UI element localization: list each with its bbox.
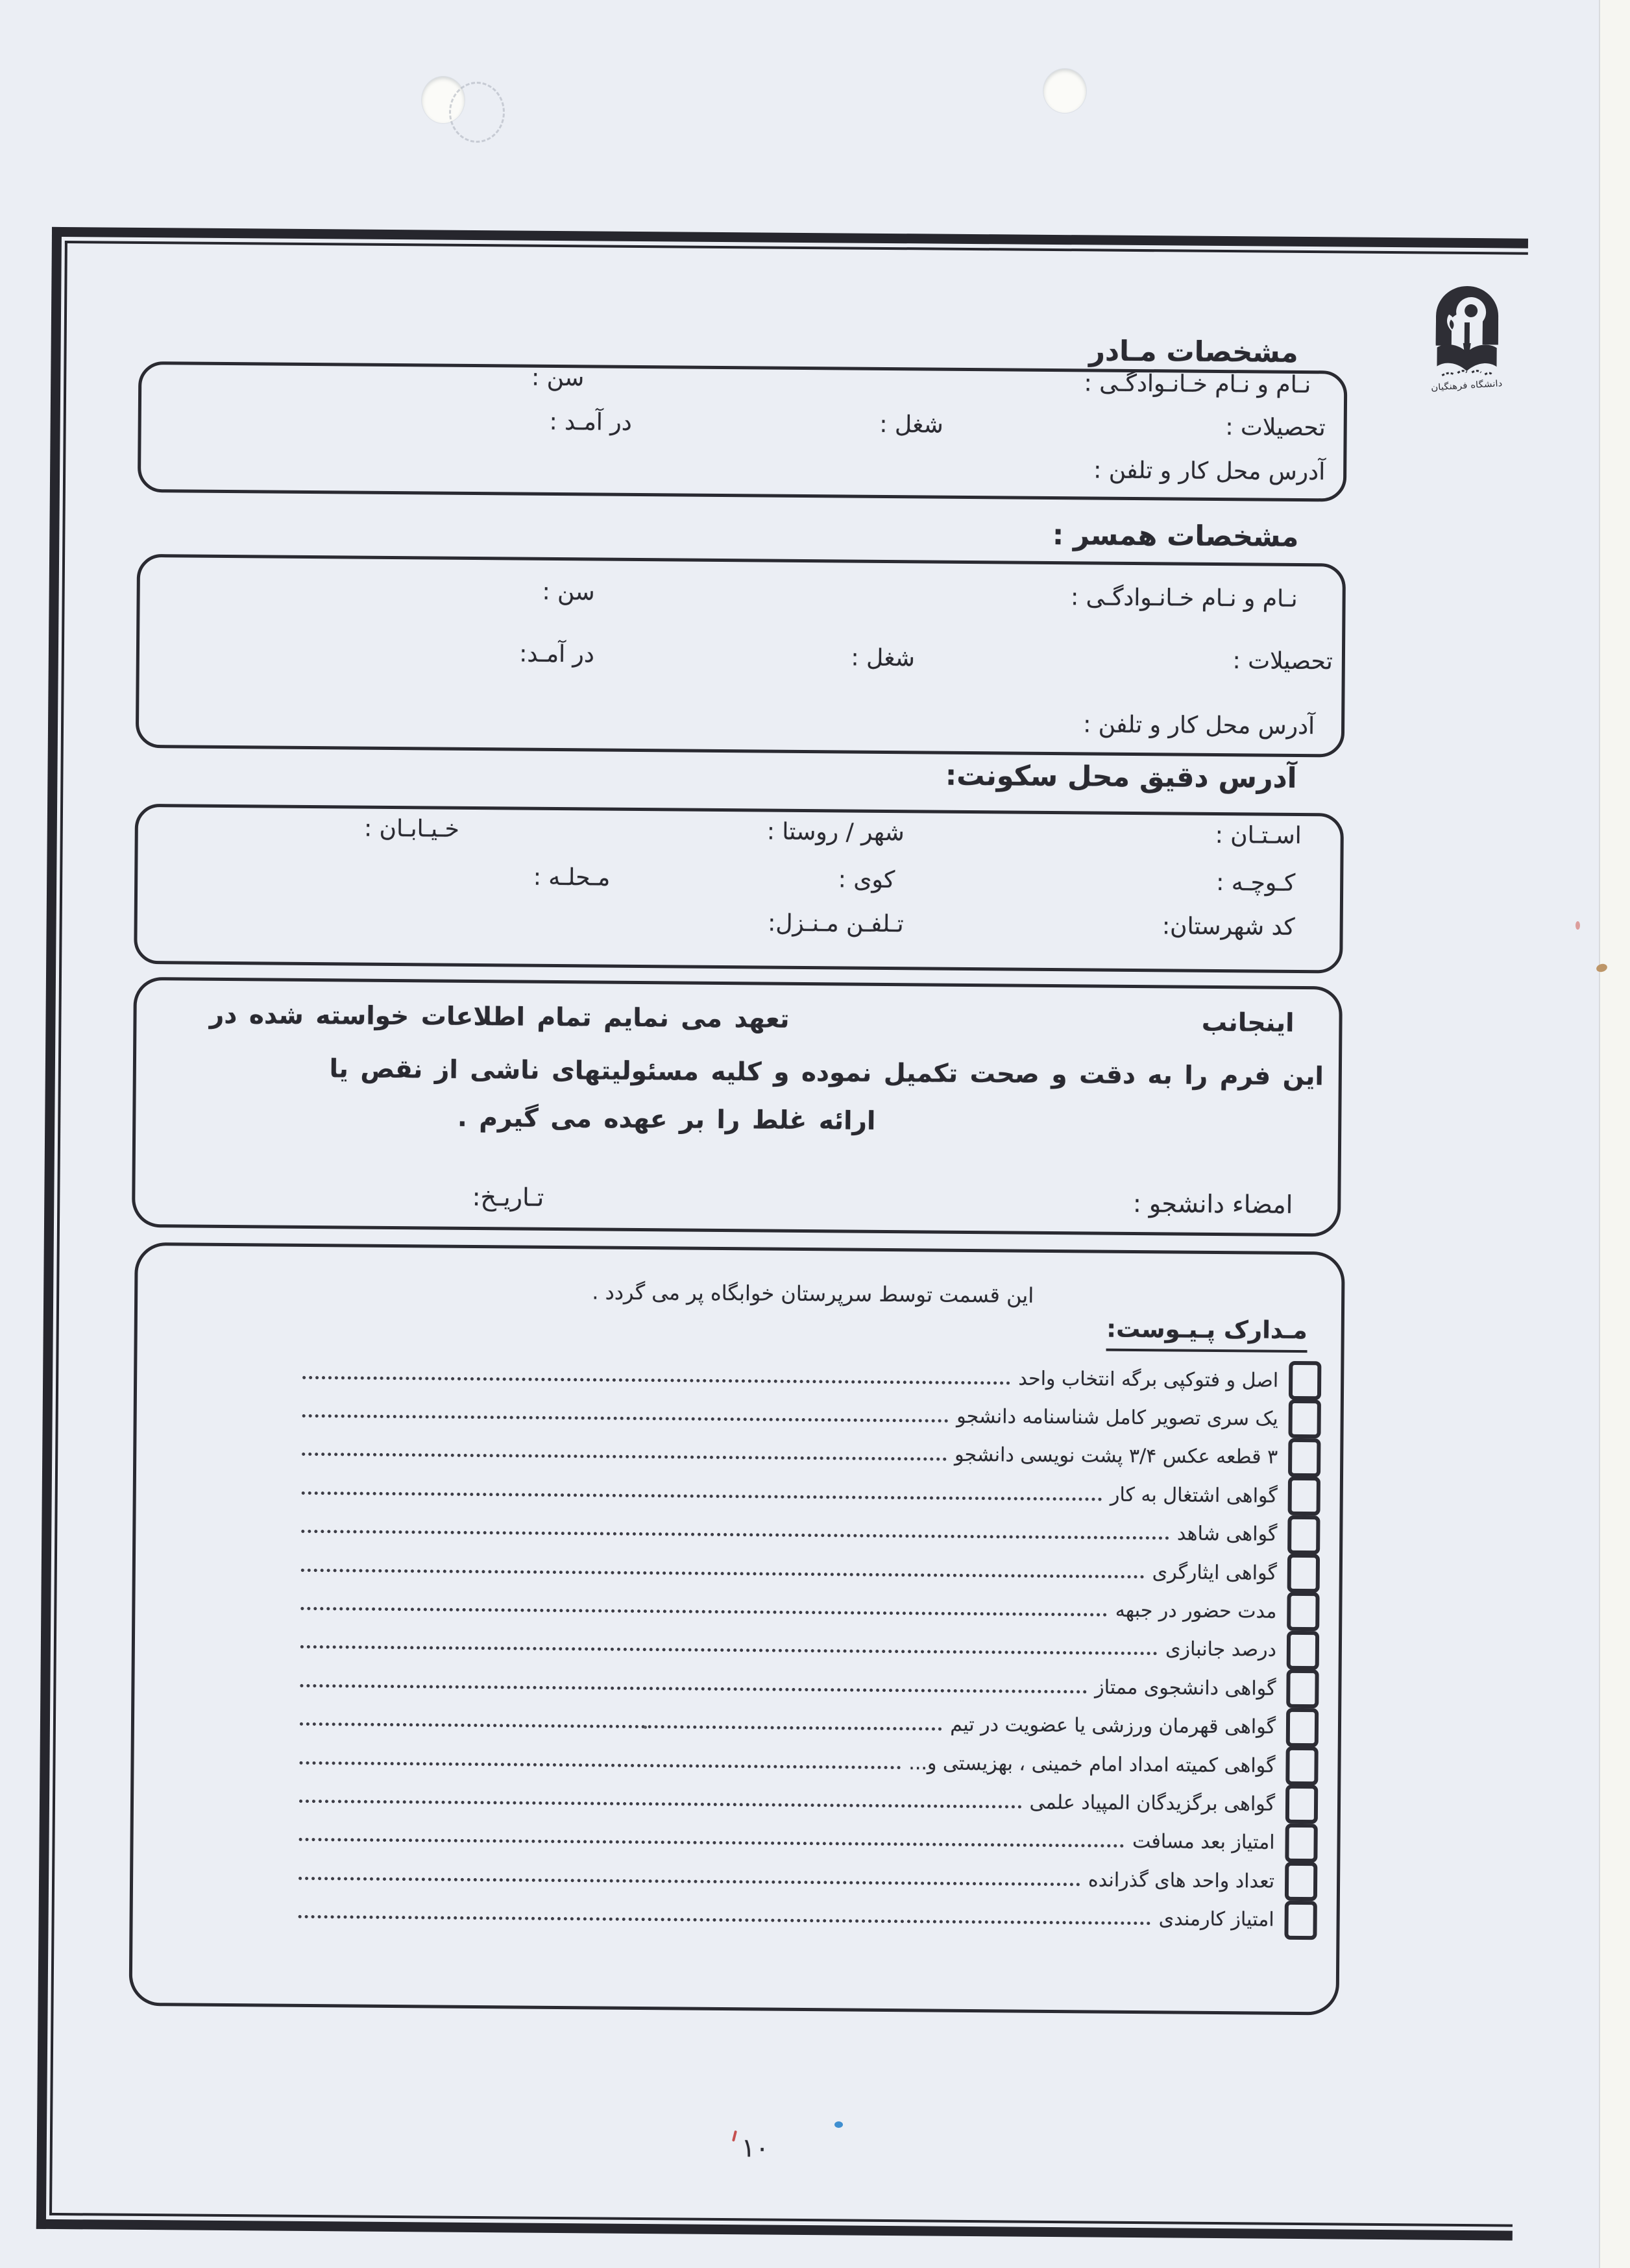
attachment-checkbox[interactable] <box>1288 1399 1320 1438</box>
attachment-label: گواهی دانشجوی ممتاز <box>1095 1676 1276 1700</box>
dotted-leader <box>302 1453 947 1461</box>
university-logo <box>1429 281 1505 409</box>
dotted-leader <box>300 1607 1107 1617</box>
quarter-label: کوی : <box>838 866 895 894</box>
attachment-checkbox[interactable] <box>1285 1785 1318 1824</box>
mother-work-address-label: آدرس محل کار و تلفن : <box>1093 457 1326 486</box>
spouse-income-label: در آمـد: <box>519 640 595 668</box>
street-label: خـیـابـان : <box>363 815 459 843</box>
attachment-label: گواهی ایثارگری <box>1152 1560 1277 1585</box>
attachment-label: اصل و فتوکپی برگه انتخاب واحد <box>1018 1367 1279 1392</box>
neighborhood-label: مـحلـه : <box>533 863 611 891</box>
dotted-leader <box>299 1761 901 1768</box>
page-number: ۱۰ <box>741 2133 770 2164</box>
dotted-leader <box>301 1568 1145 1578</box>
dotted-leader <box>302 1491 1102 1501</box>
attachment-checkbox[interactable] <box>1284 1900 1317 1939</box>
dotted-leader <box>298 1915 1151 1925</box>
pledge-line3: ارائه غلط را بر عهده می گیرم . <box>457 1103 876 1136</box>
attachment-checkbox[interactable] <box>1287 1631 1319 1670</box>
spouse-age-label: سن : <box>542 578 595 606</box>
dotted-leader <box>298 1877 1080 1886</box>
attachment-label: امتیاز بعد مسافت <box>1132 1830 1275 1855</box>
attachment-label: گواهی اشتغال به کار <box>1110 1483 1278 1508</box>
home-phone-label: تـلفـن مـنـزل: <box>768 910 904 938</box>
attachment-checkbox[interactable] <box>1287 1515 1320 1554</box>
supervisor-note: این قسمت توسط سرپرستان خوابگاه پر می گردد . <box>592 1279 1034 1308</box>
spouse-work-address-label: آدرس محل کار و تلفن : <box>1083 711 1315 740</box>
dotted-leader <box>301 1530 1169 1540</box>
attachment-checkbox[interactable] <box>1285 1746 1318 1785</box>
mother-name-label: نـام و نـام خـانـوادگـی : <box>1084 370 1311 399</box>
red-mark-artifact <box>1575 921 1580 930</box>
blue-ink-dot <box>834 2121 843 2128</box>
dotted-leader <box>300 1684 1087 1694</box>
dotted-leader <box>299 1838 1125 1848</box>
attachment-checkbox[interactable] <box>1287 1592 1319 1631</box>
mother-section-title: مشخصات مـادر <box>1089 335 1298 369</box>
university-logo-caption: دانشگاه فرهنگیان <box>1430 378 1503 393</box>
city-village-label: شهر / روستا : <box>766 818 905 847</box>
alley-label: کـوچـه : <box>1216 869 1296 897</box>
attachment-checkbox[interactable] <box>1286 1707 1319 1746</box>
mother-age-label: سن : <box>531 364 585 392</box>
attachment-label: گواهی کمیته امداد امام خمینی ، بهزیستی و... <box>908 1751 1276 1778</box>
mother-job-label: شغل : <box>879 411 943 439</box>
attachment-checkbox[interactable] <box>1285 1862 1317 1901</box>
student-signature-label: امضاء دانشجو : <box>1132 1188 1293 1219</box>
residence-section-title: آدرس دقیق محل سکونت: <box>945 759 1297 795</box>
dotted-leader <box>302 1375 1010 1384</box>
dotted-leader <box>300 1645 1158 1655</box>
attachment-label: درصد جانبازی <box>1165 1637 1277 1662</box>
mother-education-label: تحصیلات : <box>1225 414 1326 442</box>
attachment-checkbox[interactable] <box>1288 1438 1320 1477</box>
dotted-leader <box>300 1722 942 1731</box>
date-label: تـاریـخ: <box>472 1182 544 1212</box>
attachment-label: امتیاز کارمندی <box>1158 1907 1274 1931</box>
spouse-name-label: نـام و نـام خـانـوادگـی : <box>1070 584 1298 612</box>
mother-income-label: در آمـد : <box>549 408 632 436</box>
city-code-label: کد شهرستان: <box>1162 913 1295 941</box>
province-label: اسـتـان : <box>1215 821 1302 849</box>
attachment-label: گواهی قهرمان ورزشی یا عضویت در تیم <box>950 1713 1276 1739</box>
attachment-label: تعداد واحد های گذرانده <box>1088 1868 1275 1893</box>
residence-details-box <box>134 804 1344 974</box>
attachment-checkbox[interactable] <box>1287 1554 1320 1593</box>
attachment-label: مدت حضور در جبهه <box>1115 1598 1277 1623</box>
ink-speck <box>644 1726 647 1729</box>
pledge-opening: اینجانب <box>1201 1007 1295 1038</box>
attachment-label: گواهی شاهد <box>1176 1522 1278 1546</box>
pledge-line1-rest: تعهد می نمایم تمام اطلاعات خواسته شده در <box>209 1000 790 1034</box>
attachment-label: گواهی برگزیدگان المپیاد علمی <box>1029 1791 1276 1816</box>
spouse-section-title: مشخصات همسر : <box>1052 518 1299 553</box>
attachment-label: ۳ قطعه عکس ۳/۴ پشت نویسی دانشجو <box>954 1443 1278 1469</box>
attachment-label: یک سری تصویر کامل شناسنامه دانشجو <box>956 1405 1278 1430</box>
pledge-line2: این فرم را به دقت و صحت تکمیل نموده و کلیه مسئولیتهای ناشی از نقص یا <box>329 1054 1324 1092</box>
attachments-title: مـدارک پـیـوست: <box>1106 1315 1308 1353</box>
spouse-job-label: شغل : <box>851 644 916 672</box>
attachment-checkbox[interactable] <box>1285 1824 1317 1863</box>
spouse-education-label: تحصیلات : <box>1232 647 1333 675</box>
attachment-checkbox[interactable] <box>1286 1669 1319 1708</box>
dotted-leader <box>302 1414 949 1423</box>
attachment-checkbox[interactable] <box>1289 1361 1321 1400</box>
attachment-checkbox[interactable] <box>1288 1477 1320 1515</box>
dotted-leader <box>299 1800 1022 1809</box>
